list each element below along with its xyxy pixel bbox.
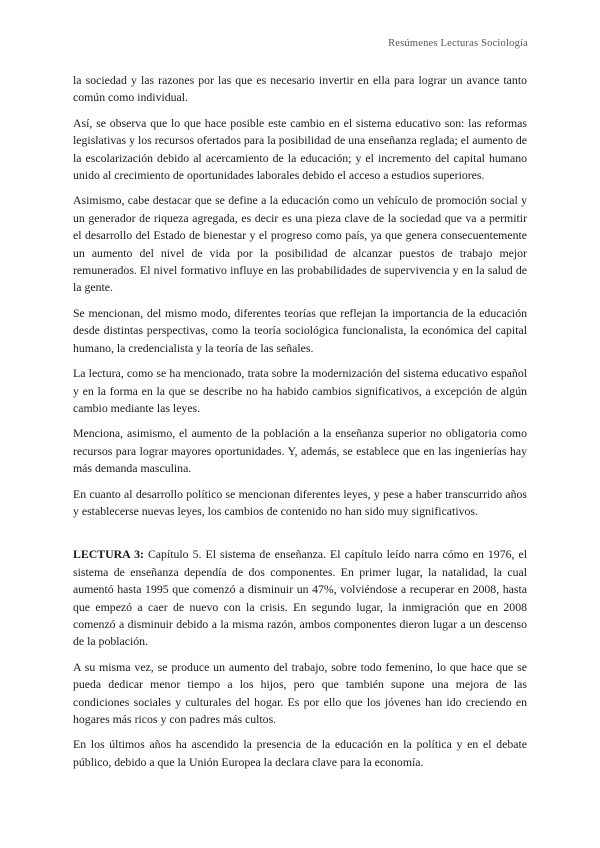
paragraph: Se mencionan, del mismo modo, diferentes teorías que reflejan la importancia de la educación desde distintas perspectivas, como la teoría sociológica funcionalista, la económica del capital humano, la credencialista y la teoría de las señales. [73,305,527,355]
paragraph: la sociedad y las razones por las que es necesario invertir en ella para lograr un avance tanto común como individual. [73,73,527,105]
paragraph: Así, se observa que lo que hace posible este cambio en el sistema educativo son: las reformas legislativas y los recursos ofertados para la posibilidad de una enseñanza reglada; el aumento de la escolarización debido al acercamiento de la educación; y el incremento del capital humano unido al crecimiento de oportunidades laborales debido el acceso a estudios superiores. [73,115,527,183]
document-body [73,72,527,779]
lectura-3-text: Capítulo 5. El sistema de enseñanza. El capítulo leído narra cómo en 1976, el sistema de enseñanza dependía de dos componentes. En primer lugar, la natalidad, la cual aumentó hasta 1995 que comenzó a disminuir un 47%, volviéndose a recuperar en 2008, hasta que empezó a caer de nuevo con la crisis. En segundo lugar, la inmigración que en 2008 comenzó a disminuir debido a la misma razón, ambos componentes dieron lugar a un descenso de la población. [73,547,528,649]
paragraph: Menciona, asimismo, el aumento de la población a la enseñanza superior no obligatoria como recursos para lograr mayores oportunidades. Y, además, se establece que en las ingenierías hay más demanda masculina. [73,426,527,476]
lectura-3-paragraph [73,546,527,650]
paragraph: Asimismo, cabe destacar que se define a la educación como un vehículo de promoción social y un generador de riqueza agregada, es decir es una pieza clave de la sociedad que va a permitir el desarrollo del Estado de bienestar y el progreso como país, ya que genera consecuentemente un aumento del nivel de vida por la posibilidad de alcanzar puestos de trabajo mejor remunerados. El nivel formativo influye en las probabilidades de supervivencia y en la salud de la gente. [73,193,527,295]
section-gap [73,528,527,546]
paragraph: La lectura, como se ha mencionado, trata sobre la modernización del sistema educativo español y en la forma en la que se describe no ha habido cambios significativos, a excepción de algún cambio mediante las leyes. [73,366,527,415]
running-header: Resúmenes Lecturas Sociología [388,38,528,49]
paragraph: En cuanto al desarrollo político se mencionan diferentes leyes, y pese a haber transcurrido años y establecerse nuevas leyes, los cambios de contenido no han sido muy significativos. [73,486,527,518]
lectura-3-label: LECTURA 3: [73,547,144,562]
paragraph: A su misma vez, se produce un aumento del trabajo, sobre todo femenino, lo que hace que se pueda dedicar menor tiempo a los hijos, pero que también supone una mejora de las condiciones sociales y culturales del hogar. Es por ello que los jóvenes han ido creciendo en hogares más ricos y con padres más cultos. [73,659,527,726]
paragraph: En los últimos años ha ascendido la presencia de la educación en la política y en el debate público, debido a que la Unión Europea la declara clave para la economía. [73,737,527,769]
